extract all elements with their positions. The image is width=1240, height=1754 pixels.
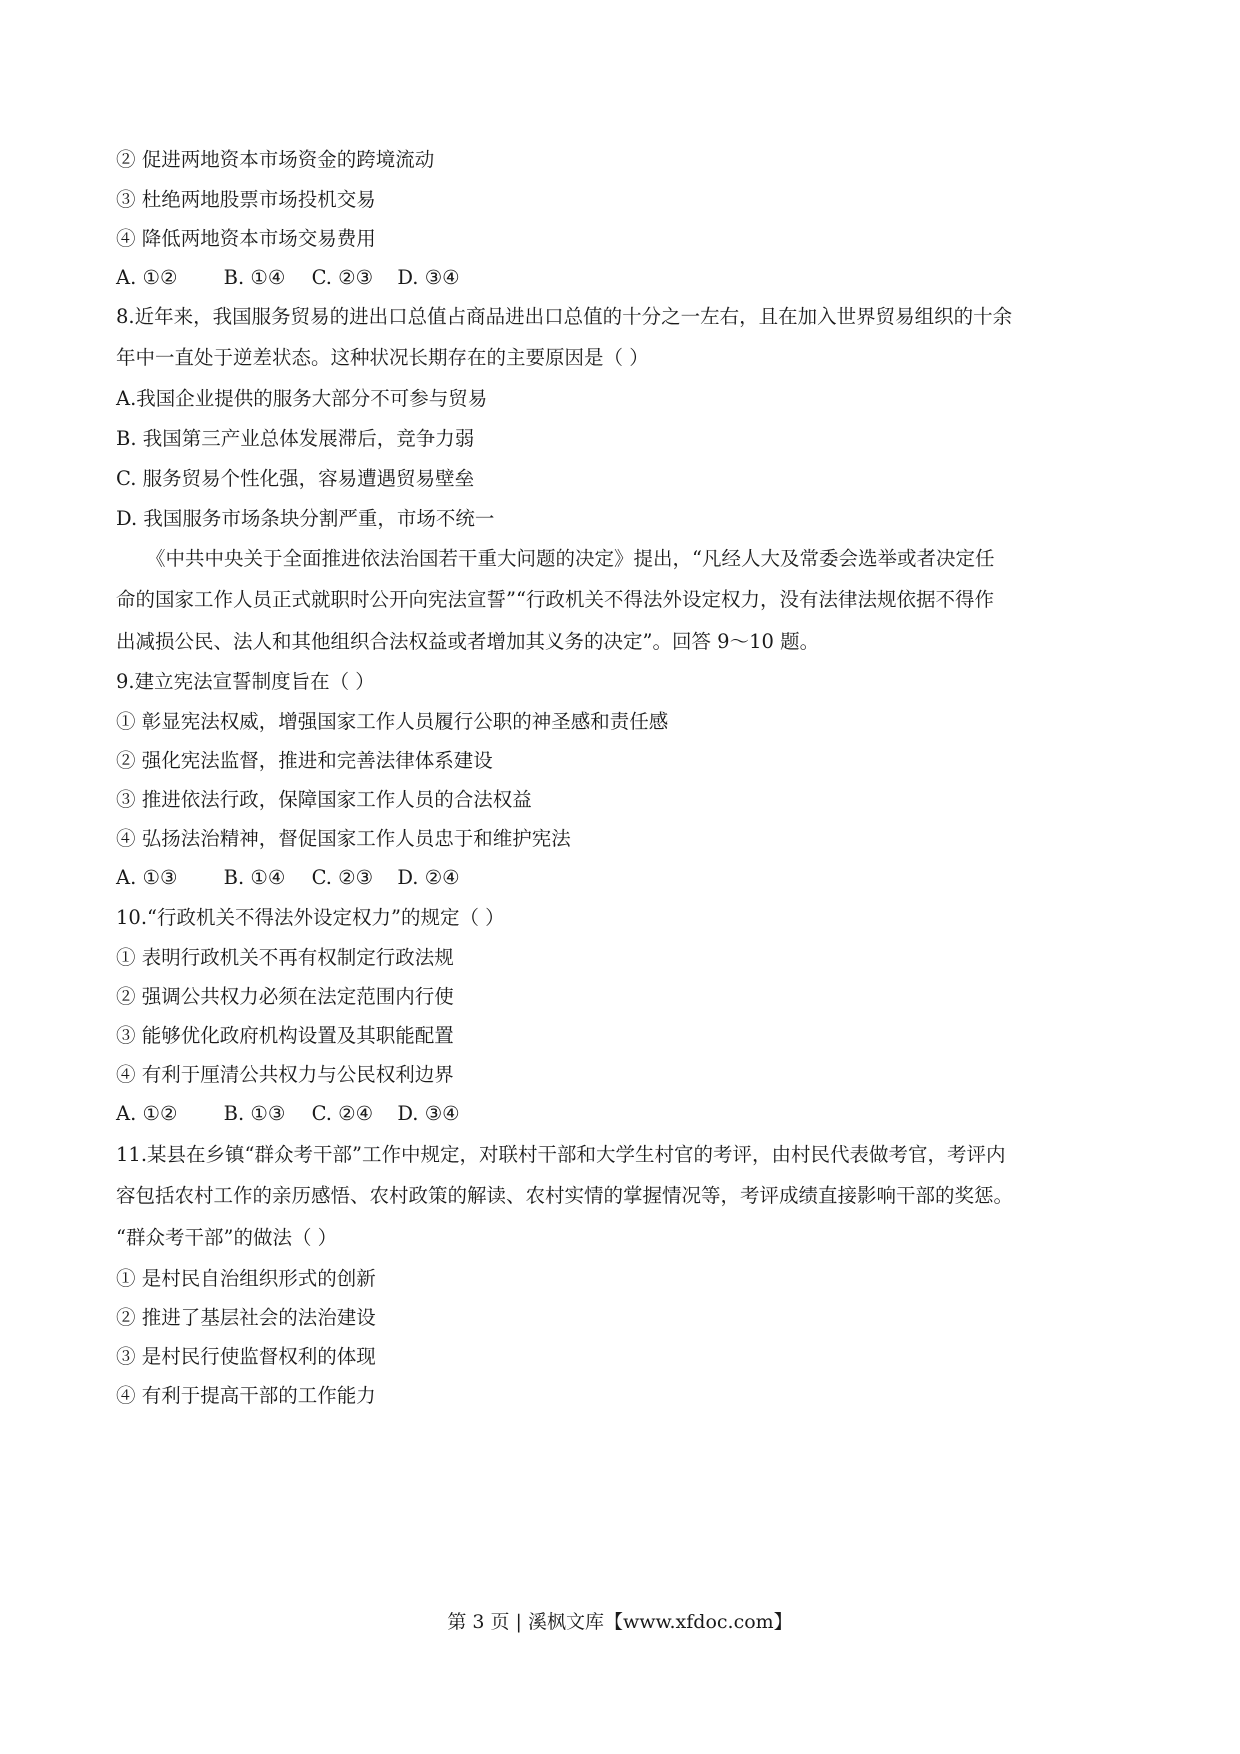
q8-choice-d: D. 我国服务市场条块分割严重，市场不统一 [116,507,495,530]
q10-option-c: C. ②④ [311,1102,374,1125]
q11-stem-line3: “群众考干部”的做法（ ） [116,1226,338,1249]
material-line2: 命的国家工作人员正式就职时公开向宪法宣誓”“行政机关不得法外设定权力，没有法律法规依据不得作 [116,588,994,611]
q9-option-d: D. ②④ [397,866,460,889]
material-line1: 《中共中央关于全面推进依法治国若干重大问题的决定》提出，“凡经人大及常委会选举或者决定任 [146,547,995,570]
page-footer: 第 3 页 | 溪枫文库【www.xfdoc.com】 [447,1611,793,1633]
material-line3: 出减损公民、法人和其他组织合法权益或者增加其义务的决定”。回答 9～10 题。 [116,630,820,653]
q9-option-c: C. ②③ [311,866,374,889]
q8-choice-a: A.我国企业提供的服务大部分不可参与贸易 [116,387,488,410]
q9-option-a: A. ①③ [116,866,178,889]
q9-item-3: ③ 推进依法行政，保障国家工作人员的合法权益 [116,788,532,811]
q7-option-a: A. ①② [116,266,178,289]
q11-stem-line2: 容包括农村工作的亲历感悟、农村政策的解读、农村实情的掌握情况等，考评成绩直接影响干部的奖惩。 [116,1184,1014,1207]
q11-item-4: ④ 有利于提高干部的工作能力 [116,1384,376,1407]
q7-option-d: D. ③④ [397,266,460,289]
q10-stem: 10.“行政机关不得法外设定权力”的规定（ ） [116,906,505,929]
q8-choice-c: C. 服务贸易个性化强，容易遭遇贸易壁垒 [116,467,475,490]
q7-options [116,264,1126,292]
q11-item-1: ① 是村民自治组织形式的创新 [116,1267,376,1290]
q9-option-b: B. ①④ [223,866,286,889]
q7-option-c: C. ②③ [311,266,374,289]
q11-stem-line1: 11.某县在乡镇“群众考干部”工作中规定，对联村干部和大学生村官的考评，由村民代表做考官，考评内 [116,1143,1006,1166]
q9-item-2: ② 强化宪法监督，推进和完善法律体系建设 [116,749,493,772]
q10-option-b: B. ①③ [223,1102,286,1125]
q9-item-4: ④ 弘扬法治精神，督促国家工作人员忠于和维护宪法 [116,827,571,850]
q10-option-d: D. ③④ [397,1102,460,1125]
q10-item-3: ③ 能够优化政府机构设置及其职能配置 [116,1024,454,1047]
q8-stem-line2: 年中一直处于逆差状态。这种状况长期存在的主要原因是（ ） [116,346,649,369]
q9-options [116,864,1126,892]
q10-option-a: A. ①② [116,1102,178,1125]
q7-item-2: ② 促进两地资本市场资金的跨境流动 [116,148,435,171]
q11-item-3: ③ 是村民行使监督权利的体现 [116,1345,376,1368]
q11-item-2: ② 推进了基层社会的法治建设 [116,1306,376,1329]
q10-item-2: ② 强调公共权力必须在法定范围内行使 [116,985,454,1008]
q7-item-3: ③ 杜绝两地股票市场投机交易 [116,188,376,211]
q8-stem-line1: 8.近年来，我国服务贸易的进出口总值占商品进出口总值的十分之一左右，且在加入世界贸易组织的十余 [116,305,1013,328]
q9-item-1: ① 彰显宪法权威，增强国家工作人员履行公职的神圣感和责任感 [116,710,669,733]
q8-choice-b: B. 我国第三产业总体发展滞后，竞争力弱 [116,427,475,450]
q10-options [116,1100,1126,1128]
q7-option-b: B. ①④ [223,266,286,289]
q9-stem: 9.建立宪法宣誓制度旨在（ ） [116,670,375,693]
q10-item-1: ① 表明行政机关不再有权制定行政法规 [116,946,454,969]
q10-item-4: ④ 有利于厘清公共权力与公民权利边界 [116,1063,454,1086]
q7-item-4: ④ 降低两地资本市场交易费用 [116,227,376,250]
